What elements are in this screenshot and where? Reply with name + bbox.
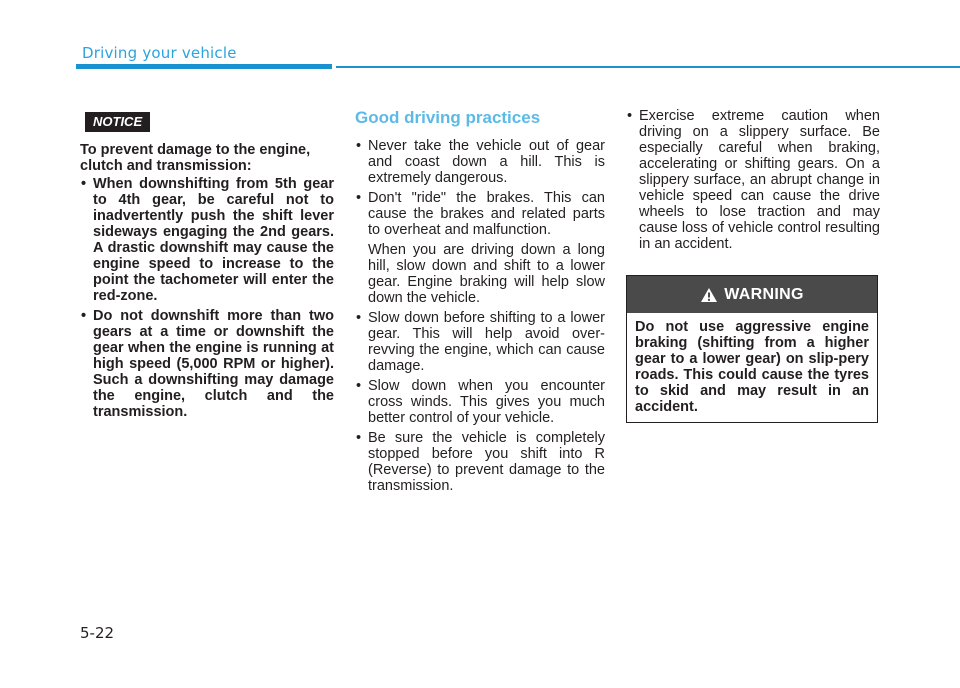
practices-list-right [626, 108, 880, 252]
practice-text: Never take the vehicle out of gear and coast down a hill. This is extremely dangerous. [368, 138, 605, 186]
notice-badge: NOTICE [85, 112, 150, 132]
practices-column [355, 108, 605, 498]
bullet: • [356, 430, 362, 446]
notice-list [80, 176, 334, 420]
list-item [355, 190, 605, 238]
notice-intro: To prevent damage to the engine, clutch and transmission: [80, 142, 311, 174]
practice-text: Exercise extreme caution when driving on a slippery surface. Be especially careful when braking, accelerating or shifting gears. On a slippery surface, an abrupt change in vehicle speed can cause the drive wheels to lose traction and may cause loss of vehicle control resulting in an accident. [639, 108, 880, 252]
list-item [355, 310, 605, 374]
header-bar-dark [76, 64, 332, 69]
practices-list [355, 138, 605, 238]
warning-box [626, 275, 878, 423]
practice-text: Slow down when you encounter cross winds. This gives you much better control of your vehicle. [368, 378, 605, 426]
list-item [355, 430, 605, 494]
practice-text: Don't "ride" the brakes. This can cause the brakes and related parts to overheat and malfunction. [368, 190, 605, 238]
practice-paragraph: When you are driving down a long hill, slow down and shift to a lower gear. Engine braking will help slow down the vehicle. [368, 242, 605, 306]
list-item [355, 138, 605, 186]
warning-label: WARNING [724, 285, 804, 303]
section-header-title: Driving your vehicle [82, 44, 237, 62]
bullet: • [81, 308, 87, 324]
bullet: • [356, 190, 362, 206]
warning-text: Do not use aggressive engine braking (shifting from a higher gear to a lower gear) on slip-pery roads. This could cause the tyres to skid and may result in an accident. [635, 319, 869, 415]
bullet: • [356, 378, 362, 394]
page-number: 5-22 [80, 624, 115, 642]
bullet: • [356, 310, 362, 326]
practices-list-continued [355, 310, 605, 494]
notice-column [80, 112, 334, 424]
list-item [355, 378, 605, 426]
notice-item-text: Do not downshift more than two gears at a time or downshift the gear when the engine is running at high speed (5,000 RPM or higher). Such a downshifting may damage the engine, clutch and the transmission. [93, 308, 334, 420]
list-item [626, 108, 880, 252]
practice-text: Be sure the vehicle is completely stopped before you shift into R (Reverse) to prevent damage to the transmission. [368, 430, 605, 494]
list-item [80, 308, 334, 420]
warning-triangle-icon [700, 287, 718, 303]
bullet: • [356, 138, 362, 154]
practices-column-right [626, 108, 880, 256]
header-bar-light [336, 66, 960, 68]
bullet: • [627, 108, 633, 124]
bullet: • [81, 176, 87, 192]
warning-header [627, 276, 877, 313]
list-item [80, 176, 334, 304]
section-title: Good driving practices [355, 108, 541, 127]
practice-text: Slow down before shifting to a lower gear. This will help avoid over-revving the engine, which can cause damage. [368, 310, 605, 374]
notice-item-text: When downshifting from 5th gear to 4th gear, be careful not to inadvertently push the shift lever sideways engaging the 2nd gears. A drastic downshift may cause the engine speed to increase to the point the tachometer will enter the red-zone. [93, 176, 334, 304]
